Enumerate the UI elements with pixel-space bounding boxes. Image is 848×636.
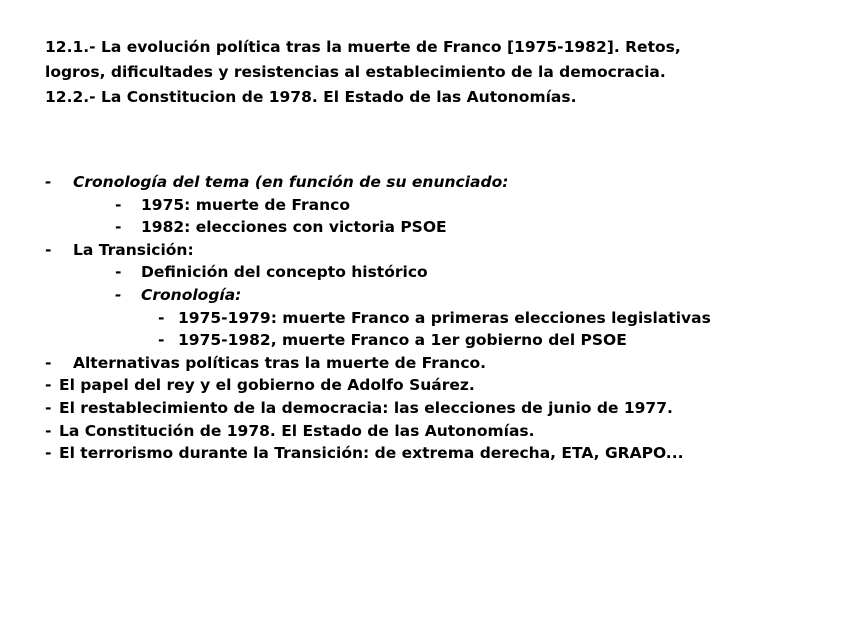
list-item [45, 329, 835, 352]
list-item-text: El restablecimiento de la democracia: las elecciones de junio de 1977. [59, 398, 673, 417]
bullet-dash: - [45, 173, 52, 191]
bullet-dash: - [45, 353, 52, 372]
list-item [45, 216, 835, 239]
bullet-dash: - [158, 331, 165, 350]
list-item-text: 1975-1979: muerte Franco a primeras elecciones legislativas [178, 308, 711, 327]
list-item-text: Alternativas políticas tras la muerte de Franco. [73, 353, 487, 372]
heading-line-2: logros, dificultades y resistencias al establecimiento de la democracia. [45, 63, 666, 81]
list-item-text: Cronología del tema (en función de su enunciado: [73, 173, 509, 191]
heading-line-3: 12.2.- La Constitucion de 1978. El Estado de las Autonomías. [45, 88, 577, 106]
list-item [45, 261, 835, 284]
heading-line-1: 12.1.- La evolución política tras la muerte de Franco [1975-1982]. Retos, [45, 38, 681, 56]
list-item [45, 284, 835, 307]
bullet-dash: - [45, 240, 52, 259]
bullet-dash: - [45, 444, 52, 463]
list-item [45, 374, 835, 397]
bullet-dash: - [45, 376, 52, 395]
bullet-dash: - [115, 285, 122, 304]
bullet-dash: - [115, 195, 122, 214]
list-item-text: 1975-1982, muerte Franco a 1er gobierno del PSOE [178, 331, 627, 350]
bullet-dash: - [45, 421, 52, 440]
bullet-dash: - [115, 218, 122, 237]
list-item-text: El papel del rey y el gobierno de Adolfo Suárez. [59, 376, 475, 395]
list-item [45, 397, 835, 420]
topic-outline [45, 171, 835, 465]
list-item [45, 194, 835, 217]
list-item-text: El terrorismo durante la Transición: de extrema derecha, ETA, GRAPO... [59, 444, 684, 463]
list-item [45, 442, 835, 465]
bullet-dash: - [45, 398, 52, 417]
list-item-text: Cronología: [141, 285, 242, 304]
list-item-text: 1975: muerte de Franco [141, 195, 350, 214]
list-item [45, 171, 835, 194]
bullet-dash: - [158, 308, 165, 327]
list-item-text: 1982: elecciones con victoria PSOE [141, 218, 447, 237]
list-item-text: Definición del concepto histórico [141, 263, 428, 282]
list-item [45, 420, 835, 443]
list-item [45, 239, 835, 262]
list-item-text: La Transición: [73, 240, 194, 259]
bullet-dash: - [115, 263, 122, 282]
list-item-text: La Constitución de 1978. El Estado de las Autonomías. [59, 421, 535, 440]
list-item [45, 307, 835, 330]
document-heading [45, 35, 835, 110]
list-item [45, 352, 835, 375]
